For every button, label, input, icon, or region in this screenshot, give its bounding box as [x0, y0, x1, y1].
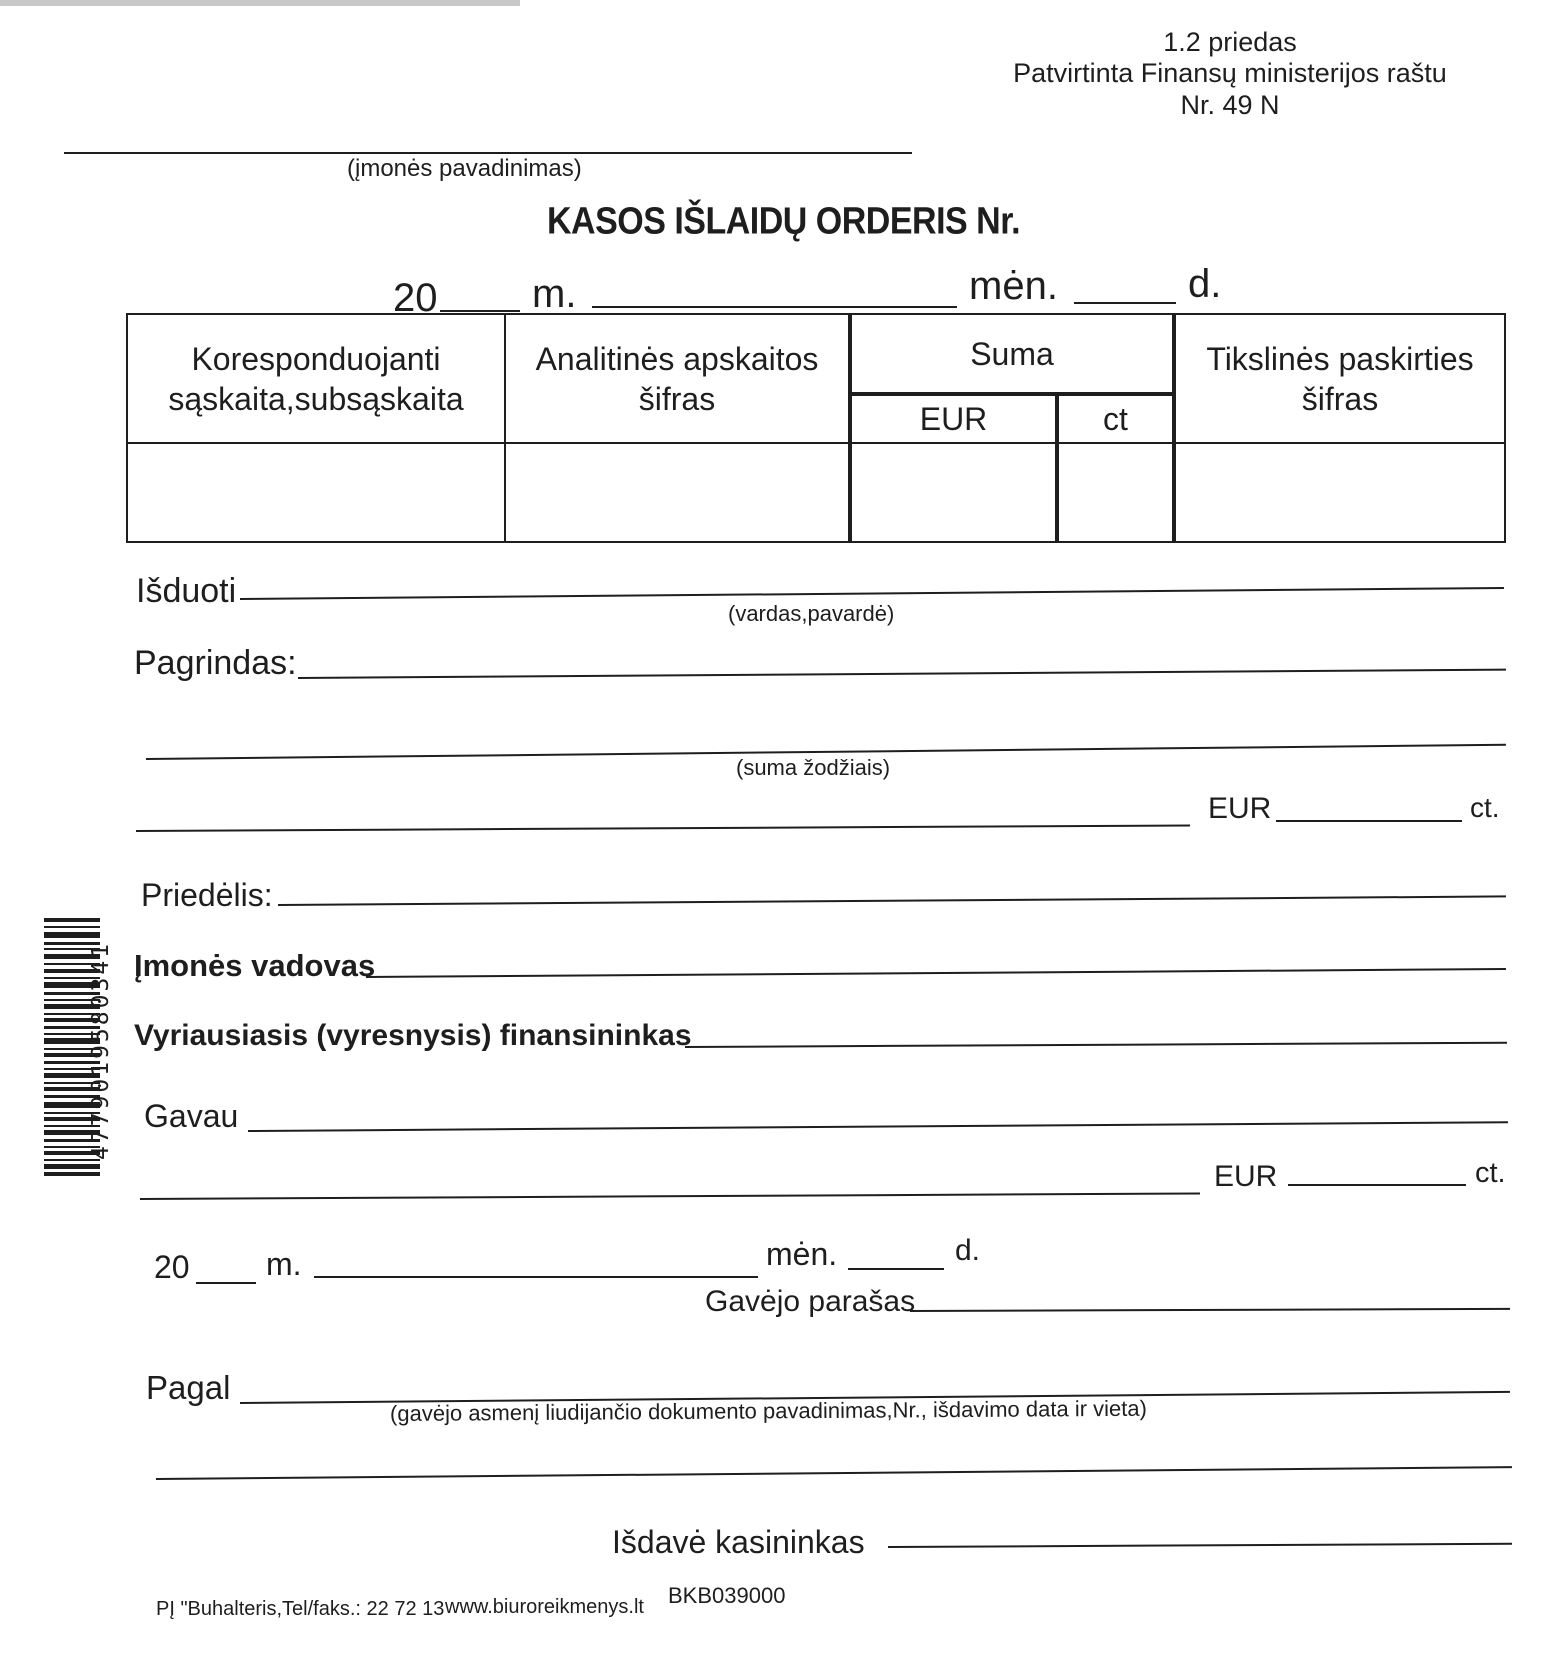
date-year-line[interactable] [440, 310, 520, 312]
issued-caption: (vardas,pavardė) [728, 601, 895, 626]
accounting-table [126, 313, 1506, 543]
date2-month-line[interactable] [314, 1276, 758, 1278]
website-text: www.biuroreikmenys.lt [445, 1596, 644, 1618]
header-analytical-code: Analitinės apskaitos šifras [505, 314, 850, 443]
barcode-number: 4779019580341 [88, 940, 114, 1160]
approval-label: Patvirtinta Finansų ministerijos raštu [1013, 58, 1447, 88]
sum-eur-label: EUR [1208, 792, 1272, 825]
sum-words-caption: (suma žodžiais) [736, 755, 891, 780]
received-line-2[interactable] [140, 1192, 1200, 1200]
order-number-label: Nr. 49 N [1180, 90, 1280, 120]
company-caption: (įmonės pavadinimas) [347, 155, 582, 182]
date-year-suffix: m. [532, 272, 577, 316]
date-month-line[interactable] [592, 306, 957, 308]
received-label: Gavau [144, 1098, 239, 1134]
recipient-signature-line[interactable] [910, 1308, 1510, 1312]
company-name-line[interactable] [64, 152, 912, 154]
attachment-label: Priedėlis: [141, 877, 273, 913]
attachment-line[interactable] [278, 895, 1506, 906]
cashier-line[interactable] [888, 1543, 1512, 1548]
cashier-label: Išdavė kasininkas [612, 1524, 865, 1560]
director-label: Įmonės vadovas [134, 948, 376, 983]
cell-correspondent-account[interactable] [127, 443, 505, 542]
chief-financier-line[interactable] [685, 1042, 1507, 1048]
received-eur-line[interactable] [1288, 1184, 1466, 1186]
according-caption: (gavėjo asmenį liudijančio dokumento pavadinimas,Nr., išdavimo data ir vieta) [389, 1395, 1148, 1426]
received-line[interactable] [248, 1121, 1508, 1132]
basis-label: Pagrindas: [134, 644, 297, 682]
basis-line[interactable] [298, 669, 1506, 679]
cell-analytical-code[interactable] [505, 443, 850, 542]
header-purpose-code: Tikslinės paskirties šifras [1174, 314, 1505, 443]
scan-edge [0, 0, 520, 6]
header-correspondent-account: Koresponduojanti sąskaita,subsąskaita [127, 314, 505, 443]
date2-day-label: d. [955, 1234, 981, 1267]
cell-sum-eur[interactable] [850, 443, 1057, 542]
date2-day-line[interactable] [848, 1268, 944, 1270]
received-ct-label: ct. [1475, 1157, 1506, 1189]
date-month-label: mėn. [969, 264, 1058, 308]
according-line-2[interactable] [156, 1466, 1512, 1480]
date2-year-line[interactable] [196, 1282, 256, 1284]
header-sum: Suma [850, 314, 1174, 394]
chief-financier-label: Vyriausiasis (vyresnysis) finansininkas [134, 1019, 692, 1052]
date-year-prefix: 20 [393, 276, 438, 320]
cell-purpose-code[interactable] [1174, 443, 1505, 542]
form-code: BKB039000 [668, 1583, 786, 1608]
according-label: Pagal [146, 1369, 231, 1406]
publisher-text: PĮ "Buhalteris,Tel/faks.: 22 72 13 [156, 1598, 445, 1620]
sum-words-line-2[interactable] [136, 824, 1190, 832]
date2-year-prefix: 20 [154, 1249, 190, 1285]
date2-year-suffix: m. [266, 1246, 302, 1282]
document-title: KASOS IŠLAIDŲ ORDERIS Nr. [547, 200, 1021, 243]
director-line[interactable] [366, 968, 1506, 978]
date2-month-label: mėn. [766, 1236, 838, 1272]
sum-ct-label: ct. [1470, 792, 1500, 823]
received-eur-label: EUR [1214, 1160, 1278, 1193]
appendix-label: 1.2 priedas [1163, 27, 1297, 57]
issued-label: Išduoti [136, 572, 237, 610]
date-day-label: d. [1188, 262, 1222, 306]
recipient-signature-label: Gavėjo parašas [705, 1285, 916, 1318]
date-day-line[interactable] [1074, 302, 1176, 304]
issued-line[interactable] [240, 587, 1504, 600]
sum-eur-line[interactable] [1276, 820, 1462, 822]
header-sum-ct: ct [1057, 394, 1174, 443]
cell-sum-ct[interactable] [1057, 443, 1174, 542]
header-sum-eur: EUR [850, 394, 1057, 443]
